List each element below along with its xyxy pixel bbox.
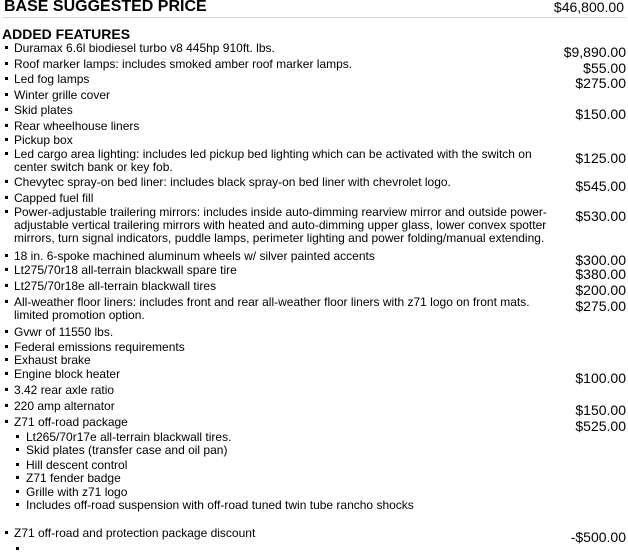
feature-price: $525.00 <box>575 418 626 434</box>
feature-item <box>0 206 628 250</box>
feature-description: Federal emissions requirements <box>14 340 185 354</box>
feature-list <box>0 42 628 559</box>
bullet-icon <box>5 93 8 96</box>
feature-description: Includes off-road suspension with off-road tuned twin tube rancho shocks <box>26 498 414 512</box>
feature-item <box>0 368 628 384</box>
feature-item <box>0 354 628 368</box>
sub-feature-item <box>0 444 628 459</box>
feature-item <box>0 249 628 268</box>
feature-price: -$500.00 <box>570 529 626 545</box>
feature-item <box>0 104 628 120</box>
feature-description: Lt275/70r18e all-terrain blackwall tires <box>14 279 217 293</box>
bullet-icon <box>16 547 19 550</box>
bullet-icon <box>5 300 8 303</box>
bullet-icon <box>5 180 8 183</box>
bullet-icon <box>5 388 8 391</box>
feature-item <box>0 280 628 296</box>
feature-item <box>0 341 628 354</box>
bullet-icon <box>16 448 19 451</box>
feature-description: Led fog lamps <box>14 72 90 86</box>
feature-price: $150.00 <box>575 106 626 122</box>
bullet-icon <box>5 372 8 375</box>
feature-item <box>0 384 628 400</box>
feature-description: Lt275/70r18 all-terrain blackwall spare tire <box>14 263 237 277</box>
feature-price: $300.00 <box>575 252 626 268</box>
bullet-icon <box>16 503 19 506</box>
feature-price: $545.00 <box>575 178 626 194</box>
feature-price: $100.00 <box>575 370 626 386</box>
feature-description: 3.42 rear axle ratio <box>14 383 115 397</box>
bullet-icon <box>16 463 19 466</box>
feature-description: Grille with z71 logo <box>26 485 128 499</box>
bullet-icon <box>5 124 8 127</box>
feature-item <box>0 57 628 76</box>
feature-description: Duramax 6.6l biodiesel turbo v8 445hp 910ft. lbs. <box>14 41 275 55</box>
bullet-icon <box>5 196 8 199</box>
feature-price: $380.00 <box>575 266 626 282</box>
feature-item <box>0 296 628 326</box>
feature-item <box>0 42 628 58</box>
feature-description: Skid plates (transfer case and oil pan) <box>26 443 228 457</box>
bullet-icon <box>5 268 8 271</box>
feature-description: Exhaust brake <box>14 353 91 367</box>
feature-item <box>0 89 628 104</box>
bullet-icon <box>16 435 19 438</box>
feature-description: Lt265/70r17e all-terrain blackwall tires. <box>26 430 232 444</box>
feature-price: $200.00 <box>575 282 626 298</box>
feature-description: Engine block heater <box>14 367 121 381</box>
feature-description: Winter grille cover <box>14 88 111 102</box>
feature-item <box>0 264 628 280</box>
feature-description: 18 in. 6-spoke machined aluminum wheels w/ silver painted accents <box>14 249 375 263</box>
feature-price: $150.00 <box>575 402 626 418</box>
bullet-icon <box>5 138 8 141</box>
feature-price: $125.00 <box>575 150 626 166</box>
feature-price: $275.00 <box>575 75 626 91</box>
sub-feature-item <box>0 472 628 486</box>
sub-feature-item <box>0 499 628 513</box>
bullet-icon <box>5 254 8 257</box>
feature-price: $275.00 <box>575 298 626 314</box>
feature-item <box>0 326 628 341</box>
feature-description: Chevytec spray-on bed liner: includes black spray-on bed liner with chevrolet logo. <box>14 175 451 189</box>
feature-item <box>0 400 628 416</box>
feature-item <box>0 134 628 148</box>
feature-price: $9,890.00 <box>563 44 626 60</box>
feature-item <box>0 415 628 434</box>
bullet-icon <box>5 284 8 287</box>
base-price-label: BASE SUGGESTED PRICE <box>4 0 207 15</box>
bullet-icon <box>5 108 8 111</box>
feature-description: All-weather floor liners: includes front and rear all-weather floor liners with z71 logo on front mats. limited promotion option. <box>14 295 530 322</box>
section-title: ADDED FEATURES <box>2 26 131 42</box>
base-price-value: $46,800.00 <box>553 0 624 15</box>
bullet-icon <box>16 490 19 493</box>
base-price-row <box>2 0 626 18</box>
feature-item <box>0 120 628 134</box>
feature-price: $55.00 <box>583 60 626 76</box>
bullet-icon <box>5 420 8 423</box>
feature-description: Z71 fender badge <box>26 471 121 485</box>
bullet-icon <box>5 46 8 49</box>
feature-description: Skid plates <box>14 103 73 117</box>
bullet-icon <box>5 358 8 361</box>
bullet-icon <box>5 345 8 348</box>
feature-item <box>0 176 628 192</box>
bullet-icon <box>16 476 19 479</box>
feature-description: Pickup box <box>14 133 73 147</box>
bullet-icon <box>5 62 8 65</box>
feature-description: 220 amp alternator <box>14 399 115 413</box>
feature-item <box>0 513 628 527</box>
bullet-icon <box>5 330 8 333</box>
bullet-icon <box>5 404 8 407</box>
feature-description: Power-adjustable trailering mirrors: includes inside auto-dimming rearview mirror and outside power-adjustable vertical trailering mirrors with heated and auto-dimming upper glass, lower convex spotter mirrors, turn signal indicators, puddle lamps, perimeter lighting and power folding/manual extending. <box>14 205 547 245</box>
feature-description: Roof marker lamps: includes smoked amber roof marker lamps. <box>14 57 353 71</box>
feature-description: Z71 off-road and protection package discount <box>14 526 256 540</box>
feature-description: Capped fuel fill <box>14 191 94 205</box>
feature-description: Led cargo area lighting: includes led pickup bed lighting which can be activated with the switch on center switch bank or key fob. <box>14 147 532 174</box>
feature-description: Gvwr of 11550 lbs. <box>14 325 114 339</box>
bullet-icon <box>5 152 8 155</box>
feature-item <box>0 148 628 176</box>
feature-description: Rear wheelhouse liners <box>14 119 140 133</box>
feature-item <box>0 192 628 206</box>
feature-item <box>0 73 628 89</box>
bullet-icon <box>5 210 8 213</box>
feature-price: $530.00 <box>575 208 626 224</box>
sub-feature-item <box>0 543 628 559</box>
feature-description: Hill descent control <box>26 458 128 472</box>
bullet-icon <box>5 77 8 80</box>
feature-description: Z71 off-road package <box>14 415 128 429</box>
bullet-icon <box>5 531 8 534</box>
feature-item <box>0 527 628 543</box>
